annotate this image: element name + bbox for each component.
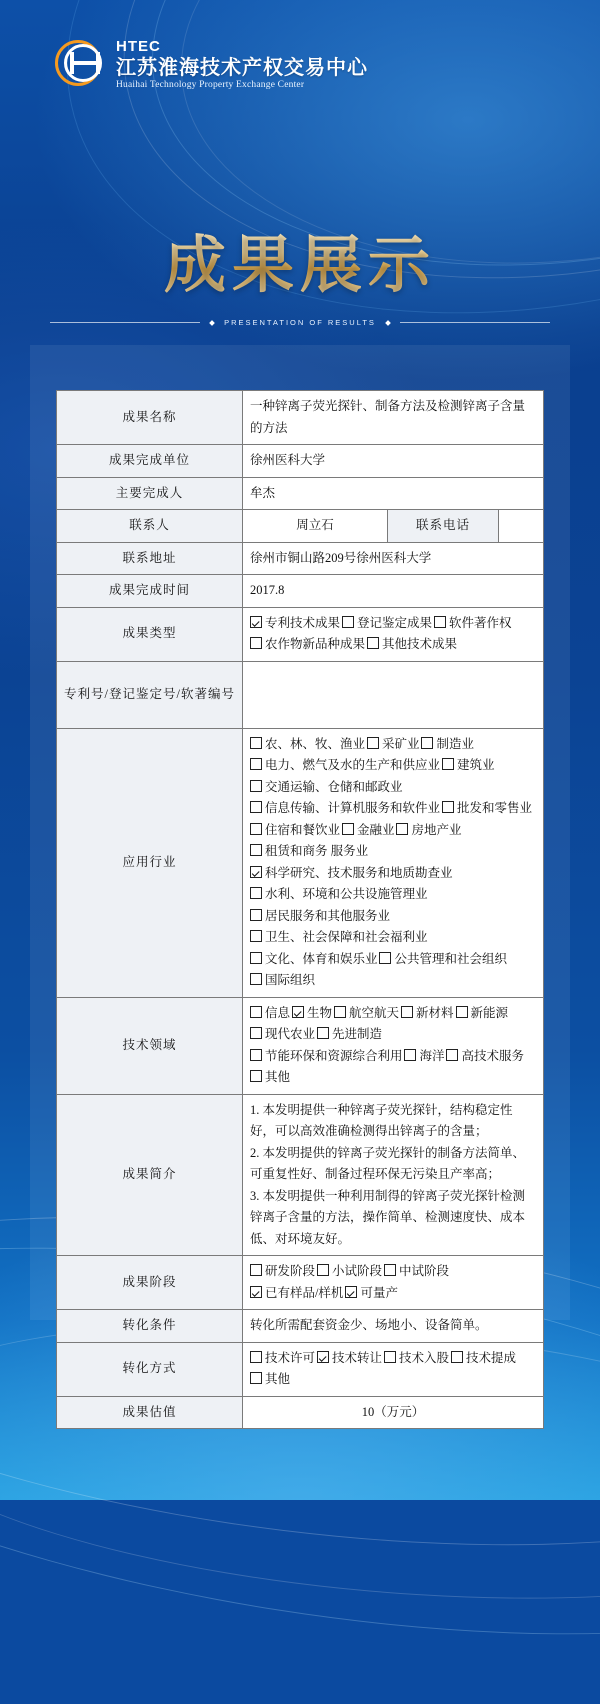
logo-abbr: HTEC bbox=[116, 38, 161, 56]
achievement-type-option-label: 其他技术成果 bbox=[381, 637, 457, 651]
achievement-type-option[interactable] bbox=[250, 637, 365, 651]
checkbox-icon[interactable] bbox=[384, 1351, 396, 1363]
checkbox-checked-icon[interactable] bbox=[317, 1351, 329, 1363]
industry-option[interactable] bbox=[367, 737, 420, 751]
label-value: 成果估值 bbox=[57, 1396, 243, 1429]
checkbox-icon[interactable] bbox=[434, 616, 446, 628]
table-row-contact bbox=[57, 510, 544, 543]
checkbox-checked-icon[interactable] bbox=[250, 1286, 262, 1298]
industry-option[interactable] bbox=[250, 780, 403, 794]
value-finish-time: 2017.8 bbox=[242, 575, 543, 608]
table-row-condition bbox=[57, 1310, 544, 1343]
brief-line: 1. 本发明提供一种锌离子荧光探针，结构稳定性好，可以高效准确检测得出锌离子的含量； bbox=[249, 1102, 513, 1138]
industry-option[interactable] bbox=[442, 801, 532, 815]
brief-line: 2. 本发明提供的锌离子荧光探针的制备方法简单、可重复性好、制备过程环保无污染且产率高； bbox=[249, 1145, 525, 1181]
tech-field-option-label: 航空航天 bbox=[348, 1005, 399, 1020]
achievement-type-option-label: 专利技术成果 bbox=[264, 615, 340, 630]
industry-option-label: 房地产业 bbox=[411, 822, 462, 837]
checkbox-icon[interactable] bbox=[342, 823, 354, 835]
industry-option[interactable] bbox=[442, 758, 495, 772]
mode-option[interactable] bbox=[451, 1351, 516, 1365]
industry-option-label: 交通运输、仓储和邮政业 bbox=[264, 779, 403, 794]
achievement-type-option[interactable] bbox=[250, 616, 340, 630]
checkbox-icon[interactable] bbox=[367, 637, 379, 649]
value-mode-options bbox=[242, 1342, 543, 1396]
checkbox-checked-icon[interactable] bbox=[250, 616, 262, 628]
brief-line: 3. 本发明提供一种利用制得的锌离子荧光探针检测锌离子含量的方法，操作简单、检测速度快、成本低、对环境友好。 bbox=[249, 1188, 525, 1246]
mode-option-label: 技术转让 bbox=[331, 1350, 382, 1365]
checkbox-icon[interactable] bbox=[250, 952, 262, 964]
industry-option[interactable] bbox=[250, 952, 378, 966]
industry-option[interactable] bbox=[250, 737, 365, 751]
checkbox-icon[interactable] bbox=[421, 737, 433, 749]
logo-org-en: Huaihai Technology Property Exchange Center bbox=[116, 80, 305, 91]
tech-field-option[interactable] bbox=[334, 1006, 399, 1020]
stage-option-label: 可量产 bbox=[360, 1285, 398, 1300]
checkbox-icon[interactable] bbox=[446, 1049, 458, 1061]
value-industry-options bbox=[242, 728, 543, 997]
tech-field-option[interactable] bbox=[250, 1027, 315, 1041]
tech-field-option-label: 节能环保和资源综合利用 bbox=[264, 1048, 403, 1063]
stage-option[interactable] bbox=[317, 1264, 382, 1278]
industry-option-label: 住宿和餐饮业 bbox=[264, 822, 340, 837]
tech-field-option-label: 新材料 bbox=[416, 1005, 454, 1020]
stage-option[interactable] bbox=[250, 1264, 315, 1278]
checkbox-checked-icon[interactable] bbox=[250, 866, 262, 878]
industry-option[interactable] bbox=[250, 801, 440, 815]
checkbox-icon[interactable] bbox=[384, 1264, 396, 1276]
stage-option[interactable] bbox=[384, 1264, 449, 1278]
checkbox-icon[interactable] bbox=[250, 737, 262, 749]
tech-field-option[interactable] bbox=[317, 1027, 382, 1041]
logo-org-cn: 江苏淮海技术产权交易中心 bbox=[116, 57, 368, 80]
industry-option-label: 国际组织 bbox=[264, 973, 315, 987]
tech-field-option-label: 新能源 bbox=[470, 1005, 509, 1020]
stage-option[interactable] bbox=[250, 1286, 343, 1300]
checkbox-icon[interactable] bbox=[250, 909, 262, 921]
label-name: 成果名称 bbox=[57, 391, 243, 445]
industry-option[interactable] bbox=[250, 866, 453, 880]
tech-field-option-label: 先进制造 bbox=[331, 1027, 382, 1041]
tech-field-option[interactable] bbox=[401, 1006, 454, 1020]
stage-option-label: 中试阶段 bbox=[398, 1264, 449, 1278]
mode-option-label: 技术提成 bbox=[466, 1350, 517, 1365]
value-address: 徐州市铜山路209号徐州医科大学 bbox=[242, 542, 543, 575]
industry-option-label: 卫生、社会保障和社会福利业 bbox=[264, 930, 428, 944]
checkbox-icon[interactable] bbox=[334, 1006, 346, 1018]
label-brief: 成果简介 bbox=[57, 1094, 243, 1256]
value-type-options bbox=[242, 607, 543, 661]
checkbox-icon[interactable] bbox=[250, 930, 262, 942]
stage-option[interactable] bbox=[345, 1286, 398, 1300]
achievement-type-option-label: 登记鉴定成果 bbox=[356, 615, 432, 630]
title-sub-en: PRESENTATION OF RESULTS bbox=[224, 318, 376, 327]
checkbox-icon[interactable] bbox=[250, 1006, 262, 1018]
industry-option[interactable] bbox=[250, 758, 440, 772]
industry-option-label: 农、林、牧、渔业 bbox=[264, 736, 365, 751]
mode-option-label: 技术许可 bbox=[264, 1350, 315, 1365]
stage-option-label: 研发阶段 bbox=[264, 1264, 315, 1278]
table-row-value bbox=[57, 1396, 544, 1429]
table-row-finish-time bbox=[57, 575, 544, 608]
industry-option-label: 信息传输、计算机服务和软件业 bbox=[264, 801, 440, 815]
label-phone: 联系电话 bbox=[387, 510, 498, 543]
checkbox-checked-icon[interactable] bbox=[345, 1286, 357, 1298]
checkbox-icon[interactable] bbox=[250, 1372, 262, 1384]
checkbox-icon[interactable] bbox=[396, 823, 408, 835]
industry-option[interactable] bbox=[379, 952, 507, 966]
value-condition: 转化所需配套资金少、场地小、设备简单。 bbox=[242, 1310, 543, 1343]
tech-field-option-label: 高技术服务 bbox=[461, 1048, 524, 1063]
label-condition: 转化条件 bbox=[57, 1310, 243, 1343]
achievement-type-option[interactable] bbox=[434, 616, 512, 630]
mode-option[interactable] bbox=[250, 1372, 290, 1386]
table-row-person bbox=[57, 477, 544, 510]
checkbox-icon[interactable] bbox=[456, 1006, 468, 1018]
value-phone bbox=[498, 510, 543, 543]
industry-option-label: 采矿业 bbox=[381, 736, 420, 751]
value-patent-no bbox=[242, 661, 543, 728]
achievement-type-option-label: 农作物新品种成果 bbox=[264, 637, 365, 651]
industry-option-label: 批发和零售业 bbox=[456, 801, 532, 815]
brand-logo bbox=[52, 38, 368, 92]
value-unit: 徐州医科大学 bbox=[242, 445, 543, 478]
tech-field-option-label: 海洋 bbox=[419, 1048, 445, 1063]
table-row-patent-no bbox=[57, 661, 544, 728]
checkbox-checked-icon[interactable] bbox=[292, 1006, 304, 1018]
label-type: 成果类型 bbox=[57, 607, 243, 661]
tech-field-option[interactable] bbox=[456, 1006, 509, 1020]
tech-field-option[interactable] bbox=[250, 1070, 290, 1084]
value-name: 一种锌离子荧光探针、制备方法及检测锌离子含量的方法 bbox=[242, 391, 543, 445]
checkbox-icon[interactable] bbox=[250, 780, 262, 792]
industry-option[interactable] bbox=[250, 887, 428, 901]
checkbox-icon[interactable] bbox=[442, 801, 454, 813]
industry-option[interactable] bbox=[250, 844, 368, 858]
checkbox-icon[interactable] bbox=[379, 952, 391, 964]
checkbox-icon[interactable] bbox=[250, 823, 262, 835]
label-unit: 成果完成单位 bbox=[57, 445, 243, 478]
achievement-type-option-label: 软件著作权 bbox=[448, 615, 512, 630]
tech-field-option[interactable] bbox=[250, 1049, 403, 1063]
label-mode: 转化方式 bbox=[57, 1342, 243, 1396]
stage-option-label: 已有样品/样机 bbox=[264, 1285, 344, 1300]
checkbox-icon[interactable] bbox=[250, 637, 262, 649]
checkbox-icon[interactable] bbox=[367, 737, 379, 749]
industry-option-label: 科学研究、技术服务和地质勘查业 bbox=[264, 865, 453, 880]
checkbox-icon[interactable] bbox=[317, 1264, 329, 1276]
industry-option[interactable] bbox=[250, 973, 315, 987]
checkbox-icon[interactable] bbox=[250, 1049, 262, 1061]
table-row-brief bbox=[57, 1094, 544, 1256]
label-finish-time: 成果完成时间 bbox=[57, 575, 243, 608]
table-row-type bbox=[57, 607, 544, 661]
industry-option[interactable] bbox=[421, 737, 474, 751]
table-row-tech-field bbox=[57, 997, 544, 1094]
tech-field-option-label: 信息 bbox=[264, 1005, 290, 1020]
value-estimate: 10（万元） bbox=[242, 1396, 543, 1429]
mode-option[interactable] bbox=[384, 1351, 449, 1365]
table-row-address bbox=[57, 542, 544, 575]
achievement-form bbox=[56, 390, 544, 1429]
page-title: 成果展示 bbox=[0, 215, 600, 304]
table-row-unit bbox=[57, 445, 544, 478]
tech-field-option[interactable] bbox=[250, 1006, 290, 1020]
industry-option-label: 公共管理和社会组织 bbox=[394, 951, 507, 966]
checkbox-icon[interactable] bbox=[250, 887, 262, 899]
checkbox-icon[interactable] bbox=[451, 1351, 463, 1363]
industry-option-label: 金融业 bbox=[356, 822, 395, 837]
industry-option-label: 居民服务和其他服务业 bbox=[264, 908, 390, 923]
industry-option-label: 租赁和商务 服务业 bbox=[264, 844, 369, 858]
label-stage: 成果阶段 bbox=[57, 1256, 243, 1310]
value-contact: 周立石 bbox=[242, 510, 387, 543]
label-person: 主要完成人 bbox=[57, 477, 243, 510]
table-row-mode bbox=[57, 1342, 544, 1396]
title-subline bbox=[0, 318, 600, 327]
industry-option-label: 建筑业 bbox=[456, 758, 495, 772]
checkbox-icon[interactable] bbox=[250, 801, 262, 813]
checkbox-icon[interactable] bbox=[250, 973, 262, 985]
label-patent-no: 专利号/登记鉴定号/软著编号 bbox=[57, 661, 243, 728]
value-person: 牟杰 bbox=[242, 477, 543, 510]
industry-option[interactable] bbox=[250, 909, 390, 923]
mode-option[interactable] bbox=[250, 1351, 315, 1365]
industry-option[interactable] bbox=[250, 930, 428, 944]
tech-field-option-label: 其他 bbox=[264, 1070, 290, 1084]
checkbox-icon[interactable] bbox=[250, 1264, 262, 1276]
achievement-type-option[interactable] bbox=[342, 616, 432, 630]
label-industry: 应用行业 bbox=[57, 728, 243, 997]
checkbox-icon[interactable] bbox=[250, 1027, 262, 1039]
industry-option[interactable] bbox=[250, 823, 340, 837]
mode-option-label: 其他 bbox=[264, 1372, 290, 1386]
industry-option-label: 文化、体育和娱乐业 bbox=[264, 951, 378, 966]
checkbox-icon[interactable] bbox=[401, 1006, 413, 1018]
tech-field-option[interactable] bbox=[292, 1006, 332, 1020]
checkbox-icon[interactable] bbox=[250, 1351, 262, 1363]
industry-option[interactable] bbox=[342, 823, 395, 837]
industry-option-label: 水利、环境和公共设施管理业 bbox=[264, 887, 428, 901]
label-contact: 联系人 bbox=[57, 510, 243, 543]
value-tech-field-options bbox=[242, 997, 543, 1094]
value-stage-options bbox=[242, 1256, 543, 1310]
industry-option-label: 制造业 bbox=[436, 736, 474, 751]
table-row-stage bbox=[57, 1256, 544, 1310]
mode-option-label: 技术入股 bbox=[398, 1350, 449, 1365]
tech-field-option-label: 生物 bbox=[306, 1005, 332, 1020]
checkbox-icon[interactable] bbox=[250, 844, 262, 856]
checkbox-icon[interactable] bbox=[250, 758, 262, 770]
tech-field-option[interactable] bbox=[404, 1049, 444, 1063]
checkbox-icon[interactable] bbox=[342, 616, 354, 628]
value-brief bbox=[242, 1094, 543, 1256]
label-address: 联系地址 bbox=[57, 542, 243, 575]
industry-option-label: 电力、燃气及水的生产和供应业 bbox=[264, 758, 440, 772]
table-row-industry bbox=[57, 728, 544, 997]
industry-option[interactable] bbox=[396, 823, 461, 837]
checkbox-icon[interactable] bbox=[250, 1070, 262, 1082]
tech-field-option-label: 现代农业 bbox=[264, 1027, 315, 1041]
label-tech-field: 技术领域 bbox=[57, 997, 243, 1094]
checkbox-icon[interactable] bbox=[404, 1049, 416, 1061]
table-row-name bbox=[57, 391, 544, 445]
checkbox-icon[interactable] bbox=[442, 758, 454, 770]
mode-option[interactable] bbox=[317, 1351, 382, 1365]
htec-logo-icon bbox=[52, 38, 106, 92]
stage-option-label: 小试阶段 bbox=[331, 1264, 382, 1278]
page-title-block bbox=[0, 215, 600, 327]
achievement-type-option[interactable] bbox=[367, 637, 457, 651]
checkbox-icon[interactable] bbox=[317, 1027, 329, 1039]
tech-field-option[interactable] bbox=[446, 1049, 524, 1063]
